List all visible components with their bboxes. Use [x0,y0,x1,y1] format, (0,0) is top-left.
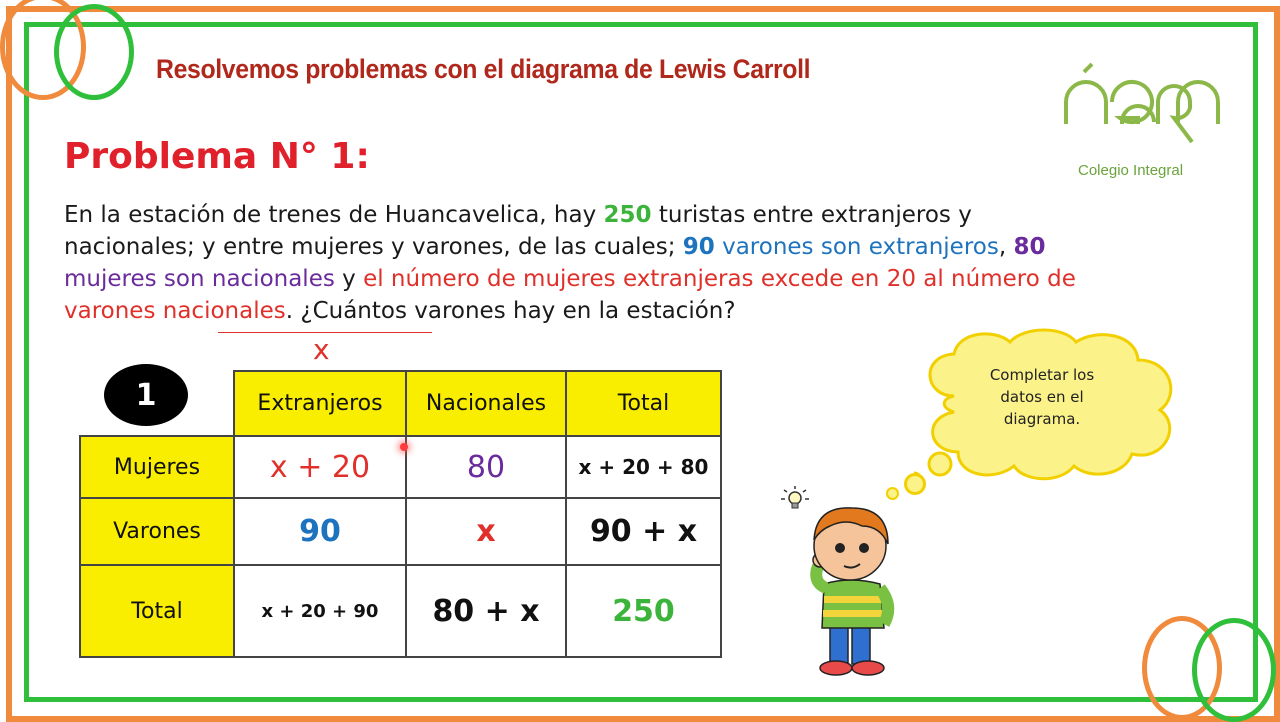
col-header-nacionales: Nacionales [406,371,566,436]
statement-segment: turistas entre extranjeros y nacionales; y entre mujeres y varones, de las cuales; [64,202,972,260]
statement-segment: 80 [1013,234,1046,260]
grid-line [79,435,722,437]
statement-segment: mujeres son nacionales [64,266,335,292]
grid-line [233,370,722,372]
decor-ring-green-top [54,4,134,100]
row-header-total: Total [80,565,234,657]
logo-name: Colegio Integral [1078,162,1184,179]
col-header-total: Total [566,371,721,436]
cloud-text: Completar los datos en el diagrama. [989,366,1095,428]
grid-line [565,370,567,658]
grid-line [79,435,81,658]
statement-segment: el número de mujeres extranjeras excede en 20 al número de varones nacionales [64,266,1076,324]
colegio-integral-logo [1062,62,1226,158]
statement-segment: , [998,234,1014,260]
cell-mujeres-extranjeros: x + 20 [269,449,371,485]
cell-varones-nacionales: x [476,514,496,549]
statement-segment: y [334,266,364,292]
grid-line [79,564,722,566]
statement-segment: 250 [603,202,652,228]
statement-segment: . ¿Cuántos varones hay en la estación? [285,298,736,324]
laser-pointer-dot [400,443,408,451]
cell-varones-extranjeros: 90 [299,514,341,549]
decor-ring-green-bottom [1192,618,1276,722]
cell-total-extranjeros: x + 20 + 90 [261,600,379,622]
cell-mujeres-total: x + 20 + 80 [578,455,709,479]
step-badge: 1 [104,364,188,426]
cell-total-nacionales: 80 + x [432,593,540,629]
row-header-mujeres: Mujeres [80,436,234,498]
statement-segment: En la estación de trenes de Huancavelica, hay [64,202,604,228]
problem-statement [64,199,1084,327]
grid-line [79,497,722,499]
cell-mujeres-nacionales: 80 [466,449,506,485]
problem-title: Problema N° 1: [64,136,370,177]
thought-bubble-small [904,473,926,495]
statement-segment: varones son extranjeros [714,234,999,260]
grid-line [233,370,235,658]
thinking-boy-illustration [796,496,906,682]
grid-line [720,370,722,658]
row-header-varones: Varones [80,498,234,565]
page-title: Resolvemos problemas con el diagrama de Lewis Carroll [156,54,811,84]
col-header-extranjeros: Extranjeros [234,371,406,436]
annotation-x: x [313,333,330,366]
grid-line [79,656,722,658]
grid-line [405,370,407,658]
cell-varones-total: 90 + x [589,514,698,549]
cell-total-total: 250 [612,593,675,629]
statement-segment: 90 [682,234,715,260]
